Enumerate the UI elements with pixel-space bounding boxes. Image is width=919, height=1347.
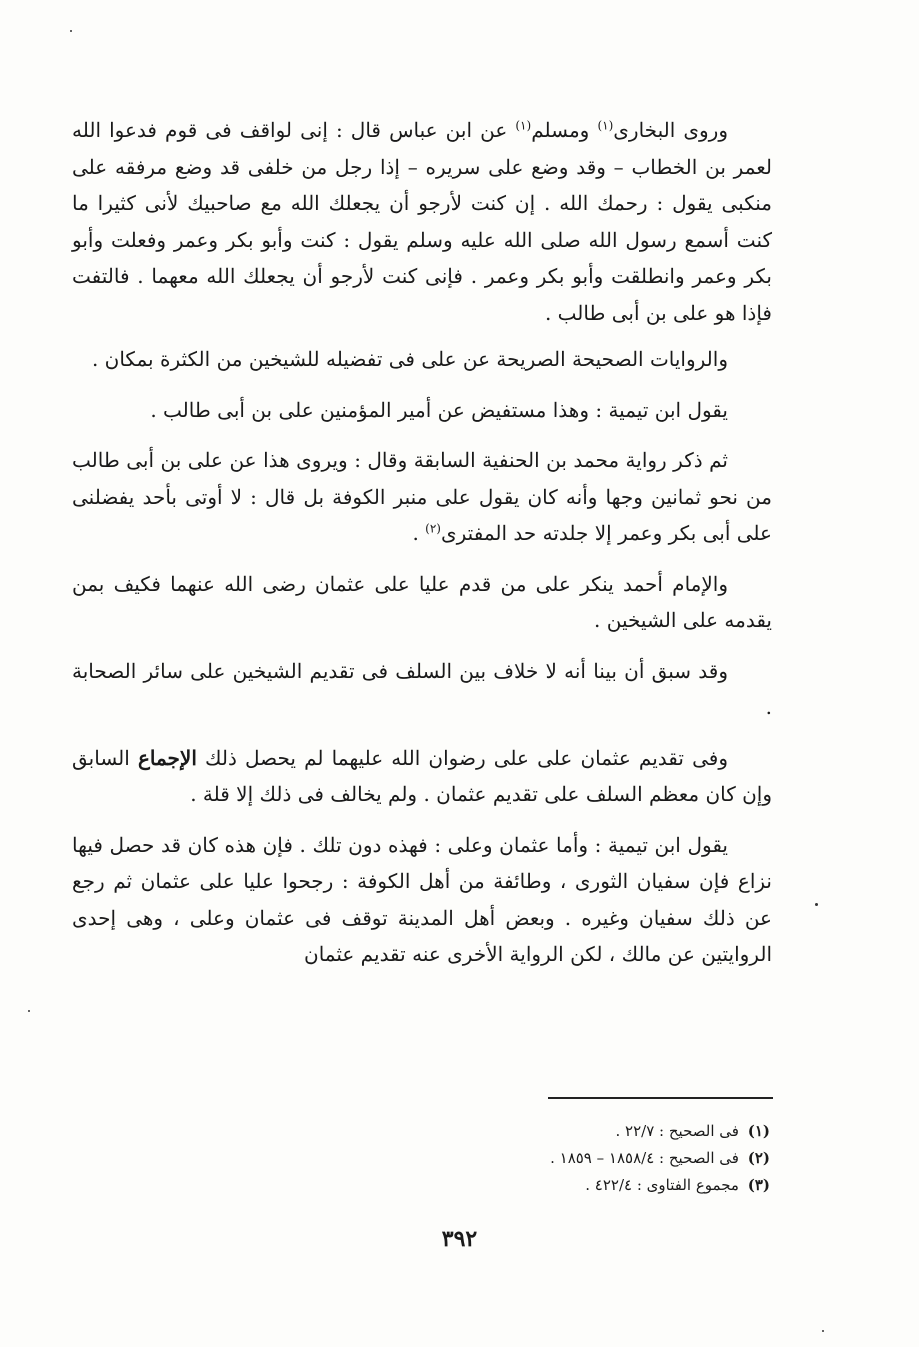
paragraph-text: ومسلم: [531, 118, 598, 142]
footnote-text: مجموع الفتاوى : ٤٢٢/٤ .: [585, 1176, 739, 1194]
footnote-text: فى الصحيح : ١٨٥٨/٤ – ١٨٥٩ .: [550, 1149, 739, 1167]
footnote-2: [380, 1145, 770, 1172]
footnote-text: فى الصحيح : ٢٢/٧ .: [615, 1122, 739, 1140]
paragraph-6: [72, 653, 772, 726]
paragraph-text: يقول ابن تيمية : وأما عثمان وعلى : فهذه دون تلك . فإن هذه كان قد حصل فيها نزاع فإن سفيان الثورى ، وطائفة من أهل الكوفة : رجحوا عليا على عثمان ثم رجع عن ذلك سفيان وغيره . وبعض أهل المدينة توقف فى عثمان وعلى ، وهى إحدى الروايتين عن مالك ، لكن الرواية الأخرى عنه تقديم عثمان: [72, 832, 772, 966]
paragraph-text: السابق وإن كان معظم السلف على تقديم عثمان . ولم يخالف فى ذلك إلا قلة .: [72, 745, 772, 806]
scan-speck: [70, 30, 72, 32]
footnotes: [380, 1118, 770, 1199]
scan-speck: [815, 903, 818, 906]
paragraph-7: [72, 740, 772, 813]
paragraph-text: وقد سبق أن بينا أنه لا خلاف بين السلف فى تقديم الشيخين على سائر الصحابة .: [72, 658, 772, 719]
paragraph-text: يقول ابن تيمية : وهذا مستفيض عن أمير المؤمنين على بن أبى طالب .: [150, 397, 728, 422]
paragraph-text: ثم ذكر رواية محمد بن الحنفية السابقة وقال : ويروى هذا عن على بن أبى طالب من نحو ثمانين وجها وأنه كان يقول على منبر الكوفة بل قال : لا أوتى بأحد يفضلنى على أبى بكر وعمر إلا جلدته حد المفترى: [72, 448, 772, 545]
scan-speck: [822, 1330, 824, 1332]
paragraph-text: عن ابن عباس قال : إنى لواقف فى قوم فدعوا الله لعمر بن الخطاب – وقد وضع على سريره – إذا رجل من خلفى قد وضع مرفقه على منكبى يقول : رحمك الله . إن كنت لأرجو أن يجعلك الله مع صاحبيك لأنى كثيرا ما كنت أسمع رسول الله صلى الله عليه وسلم يقول : كنت وأبو بكر وعمر وفعلت وأبو بكر وعمر وانطلقت وأبو بكر وعمر . فإنى كنت لأرجو أن يجعلك الله معهما . فالتفت فإذا هو على بن أبى طالب .: [72, 118, 772, 325]
main-text-body: [72, 112, 772, 987]
footnote-ref: (١): [515, 118, 532, 133]
page-number: ٣٩٢: [441, 1226, 478, 1252]
footnote-1: [380, 1118, 770, 1145]
footnote-ref: (١): [597, 118, 614, 133]
paragraph-4: [72, 442, 772, 552]
paragraph-text: وروى البخارى: [613, 118, 728, 142]
emphasized-term: الإجماع: [137, 745, 197, 770]
paragraph-text: والروايات الصحيحة الصريحة عن على فى تفضيله للشيخين من الكثرة بمكان .: [91, 347, 728, 371]
footnote-number: (١): [747, 1122, 770, 1140]
paragraph-text: والإمام أحمد ينكر على من قدم عليا على عثمان رضى الله عنهما فكيف بمن يقدمه على الشيخين .: [72, 571, 772, 632]
paragraph-text: وفى تقديم عثمان على على رضوان الله عليهما لم يحصل ذلك: [196, 745, 728, 770]
footnote-3: [380, 1172, 770, 1199]
footnote-ref: (٢): [425, 521, 441, 536]
paragraph-5: [72, 566, 772, 639]
paragraph-text: .: [412, 521, 426, 545]
footnote-number: (٢): [747, 1149, 770, 1167]
paragraph-3: [72, 392, 772, 429]
scan-speck: [28, 1010, 30, 1012]
paragraph-8: [72, 827, 772, 973]
footnote-divider: [548, 1097, 773, 1099]
footnote-number: (٣): [747, 1176, 770, 1194]
paragraph-1: [72, 112, 772, 331]
paragraph-2: [72, 341, 772, 378]
